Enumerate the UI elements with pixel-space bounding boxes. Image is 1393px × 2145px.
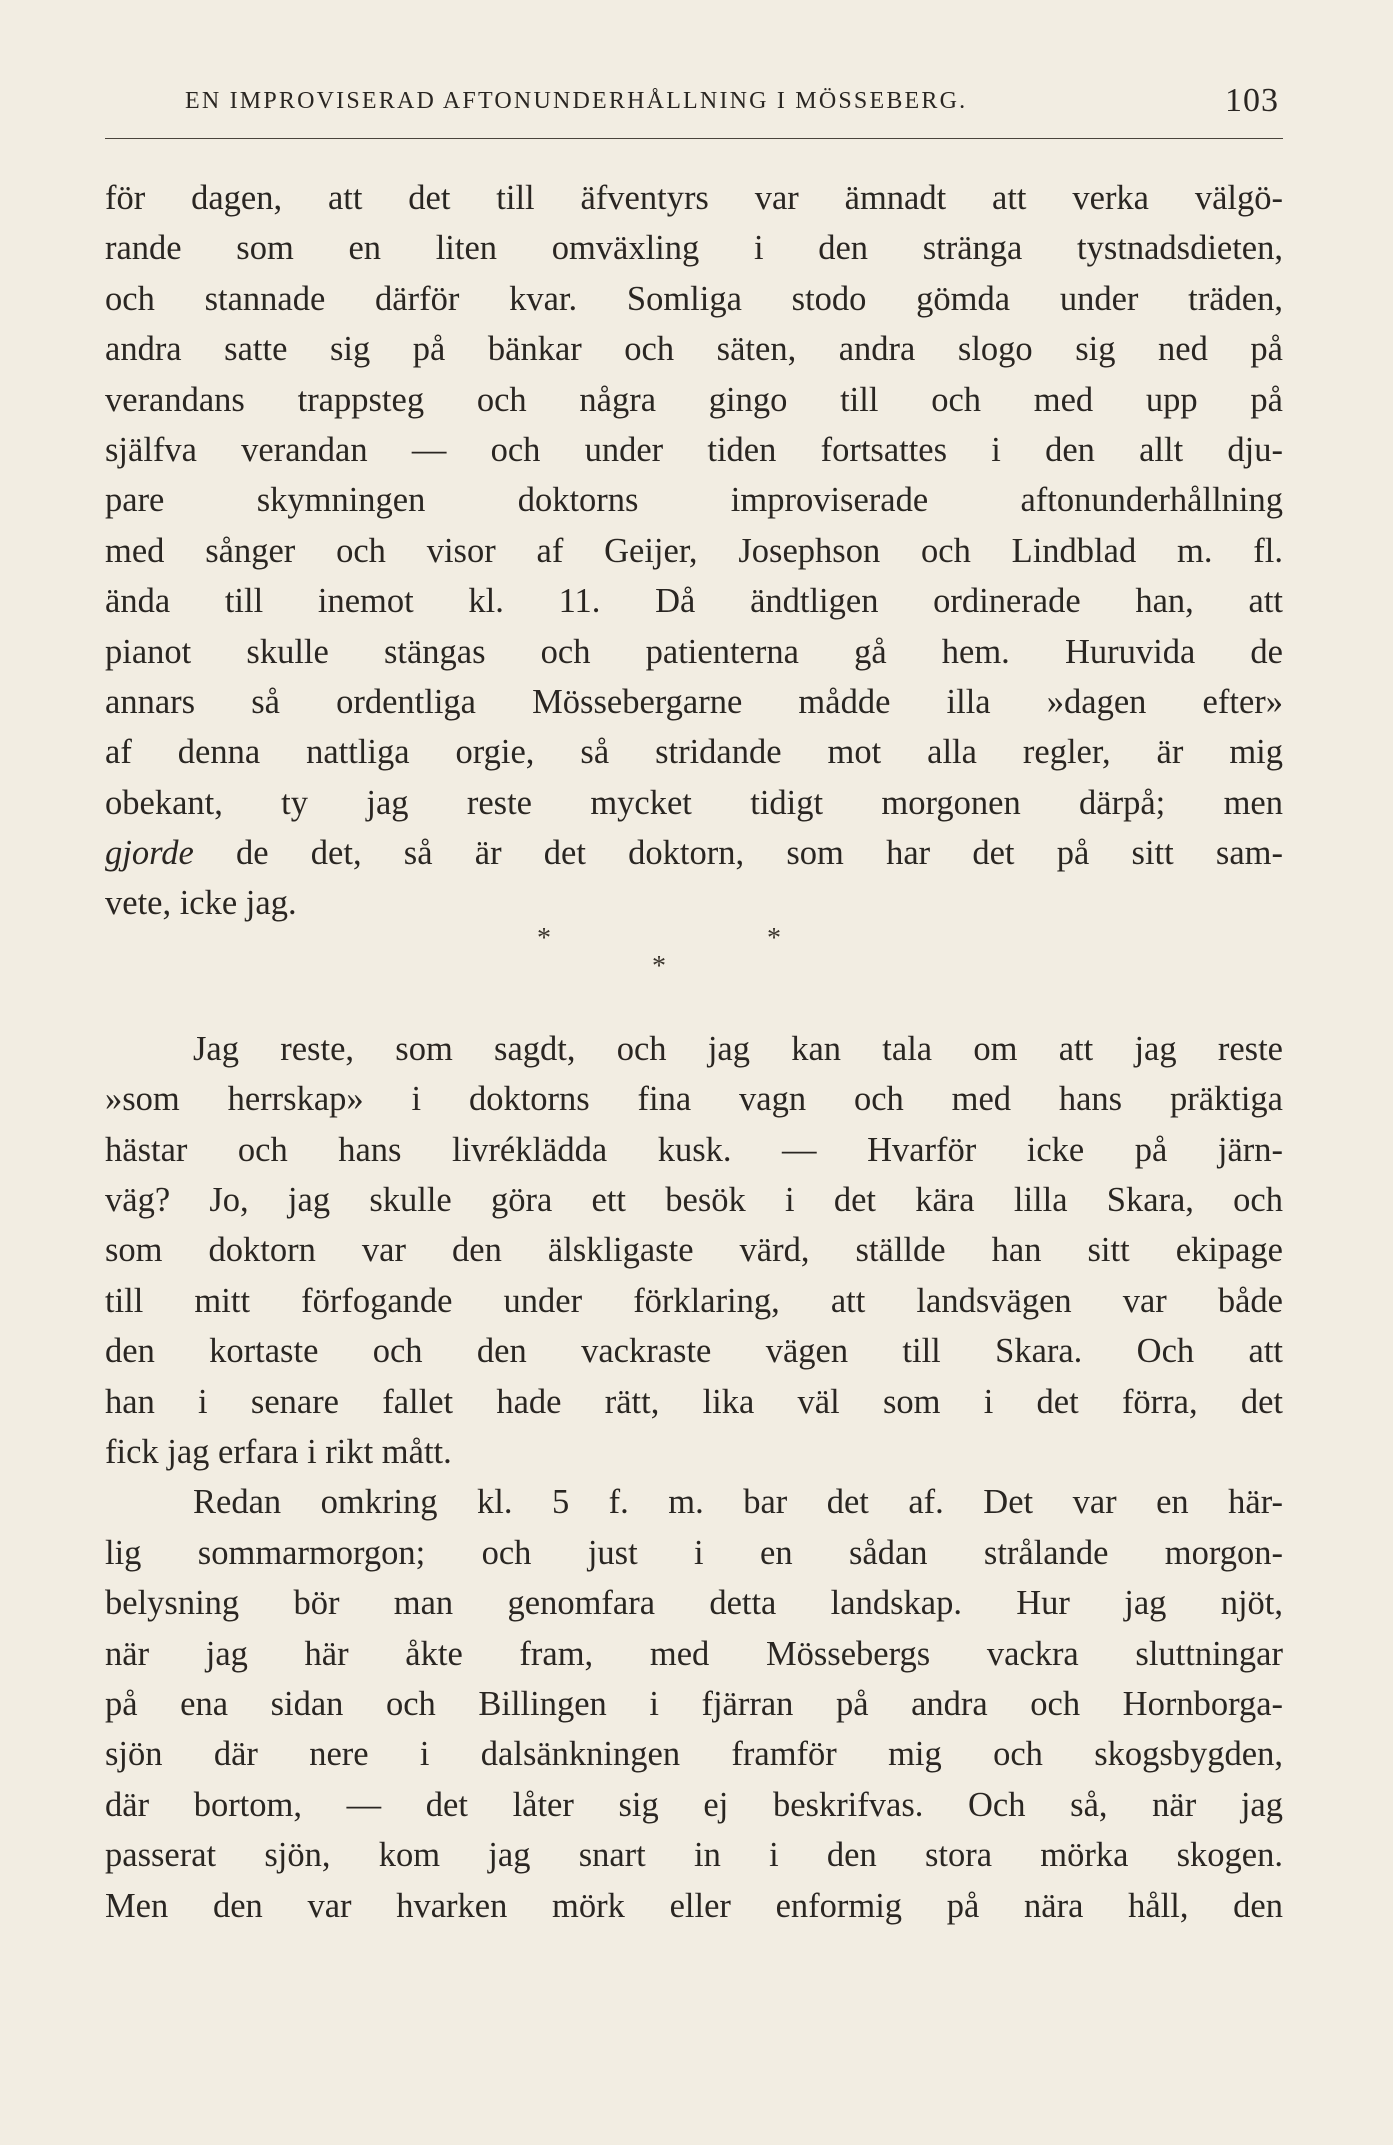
text-line: annars så ordentliga Mössebergarne mådde illa »dagen efter» [105,682,1283,721]
text-line: af denna nattliga orgie, så stridande mot alla regler, är mig [105,733,1283,772]
section-break-asterism [105,922,1283,1024]
text-line: »som herrskap» i doktorns fina vagn och med hans präktiga [105,1080,1283,1119]
text-line: ända till inemot kl. 11. Då ändtligen ordinerade han, att [105,582,1283,621]
text-line: hästar och hans livréklädda kusk. — Hvarför icke på järn- [105,1130,1283,1169]
text-line: den kortaste och den vackraste vägen till Skara. Och att [105,1332,1283,1371]
text-line: för dagen, att det till äfventyrs var ämnadt att verka välgö- [105,179,1283,217]
body-text [105,173,1283,1931]
text-line: andra satte sig på bänkar och säten, andra slogo sig ned på [105,330,1283,369]
text-line: till mitt förfogande under förklaring, att landsvägen var både [105,1281,1283,1320]
italic-word: gjorde [105,834,194,873]
text-line: Men den var hvarken mörk eller enformig på nära håll, den [105,1886,1283,1925]
text-line: lig sommarmorgon; och just i en sådan strålande morgon- [105,1533,1283,1572]
text-line: passerat sjön, kom jag snart in i den stora mörka skogen. [105,1836,1283,1875]
text-line: vete, icke jag. [105,884,297,923]
text-line: han i senare fallet hade rätt, lika väl som i det förra, det [105,1382,1283,1421]
paragraph-3 [105,1477,1283,1931]
running-head [105,82,1283,122]
header-rule [105,138,1283,139]
text-line: sjön där nere i dalsänkningen framför mig och skogsbygden, [105,1735,1283,1774]
asterisk: * [767,922,781,954]
text-line: med sånger och visor af Geijer, Josephson och Lindblad m. fl. [105,531,1283,570]
text-line: när jag här åkte fram, med Mössebergs vackra sluttningar [105,1634,1283,1673]
asterisk: * [537,922,551,954]
text-line: Redan omkring kl. 5 f. m. bar det af. Det var en här- [193,1483,1283,1522]
text-line: rande som en liten omväxling i den stränga tystnadsdieten, [105,229,1283,268]
asterisk: * [652,950,666,982]
text-line: pianot skulle stängas och patienterna gå hem. Huruvida de [105,632,1283,671]
text-line: belysning bör man genomfara detta landskap. Hur jag njöt, [105,1584,1283,1623]
text-line: och stannade därför kvar. Somliga stodo gömda under träden, [105,279,1283,318]
text-line: väg? Jo, jag skulle göra ett besök i det kära lilla Skara, och [105,1181,1283,1220]
text-line: Jag reste, som sagdt, och jag kan tala om att jag reste [193,1029,1283,1068]
paragraph-1 [105,173,1283,929]
text-line-rest: de det, så är det doktorn, som har det på sitt sam- [193,834,1283,873]
running-title: EN IMPROVISERAD AFTONUNDERHÅLLNING I MÖSSEBERG. [185,88,968,114]
page-number: 103 [1225,82,1279,119]
text-line: där bortom, — det låter sig ej beskrifvas. Och så, när jag [105,1785,1283,1824]
text-line [105,828,1283,878]
paragraph-2 [105,1024,1283,1478]
text-line: fick jag erfara i rikt mått. [105,1432,452,1471]
text-line: pare skymningen doktorns improviserade aftonunderhållning [105,481,1283,520]
text-line: verandans trappsteg och några gingo till och med upp på [105,380,1283,419]
text-line: själfva verandan — och under tiden fortsattes i den allt dju- [105,430,1283,469]
text-line: på ena sidan och Billingen i fjärran på andra och Hornborga- [105,1684,1283,1723]
text-line: obekant, ty jag reste mycket tidigt morgonen därpå; men [105,783,1283,822]
text-line: som doktorn var den älskligaste värd, ställde han sitt ekipage [105,1231,1283,1270]
